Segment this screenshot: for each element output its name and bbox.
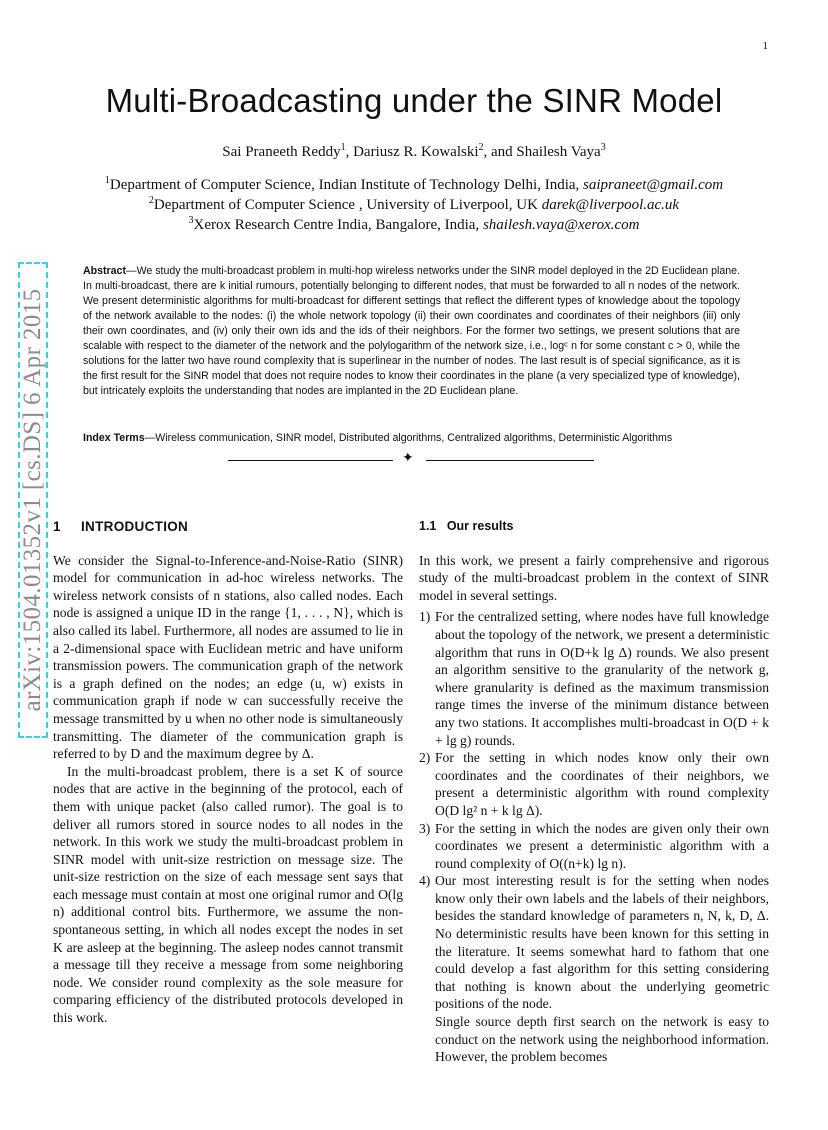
index-terms-label: Index Terms [83,432,145,444]
arxiv-stamp[interactable] [18,262,48,738]
author-email[interactable]: darek@liverpool.ac.uk [541,197,680,213]
intro-paragraph: In the multi-broadcast problem, there is a set K of source nodes that are active in the beginning of the protocol, each of them with unique packet (also called rumor). The goal is to deliver all rumors stored in source nodes to all nodes in the network. In this work we study the multi-broadcast problem in SINR model with unit-size restriction on message size. The unit-size restriction on the size of each message sent says that each message must contain at most one original rumor and O(lg n) additional control bits. Furthermore, we assume the non-spontaneous setting, in which all nodes except the nodes in set K are asleep at the beginning. The asleep nodes cannot transmit a message till they receive a message from some neighboring node. We consider round complexity as the sole measure for comparing efficiency of the distributed protocols developed in this work. [53,763,403,1026]
affiliation-text: Department of Computer Science , University of Liverpool, UK [153,197,542,213]
list-item-text: For the setting in which the nodes are given only their own coordinates we present a deterministic algorithm with a round complexity of O((n+k) lg n). [435,820,769,871]
left-column [53,518,403,1027]
abstract [83,264,740,399]
separator-line-right [426,460,594,461]
right-column [419,518,769,1066]
author-affil-mark: 3 [600,142,606,153]
author-affil-mark: 1 [340,142,346,153]
list-item [419,820,769,873]
index-terms [83,432,763,444]
affiliation-text: Xerox Research Centre India, Bangalore, India, [193,217,483,233]
subsection-number: 1.1 [419,519,437,533]
abstract-label: Abstract [83,265,126,277]
affiliation-text: Department of Computer Science, Indian Institute of Technology Delhi, India, [109,177,584,193]
subsection-title: Our results [446,519,514,533]
author-name: Dariusz R. Kowalski [353,144,479,160]
list-item [419,872,769,1013]
author-email[interactable]: saipraneet@gmail.com [583,177,724,193]
separator-line-left [228,460,393,461]
separator-diamond-icon: ✦ [402,451,414,466]
author-separator: , [345,144,354,160]
list-item-text: For the setting in which nodes know only their own coordinates and the coordinates of their neighbors, we present a deterministic algorithm with round complexity O(D lg² n + k lg Δ). [435,750,769,818]
author-list [0,144,828,161]
author-email[interactable]: shailesh.vaya@xerox.com [482,217,640,233]
list-marker: 4) [419,873,431,889]
author-name: Sai Praneeth Reddy [222,144,341,160]
affiliation-mark: 3 [188,215,194,226]
abstract-text: —We study the multi-broadcast problem in multi-hop wireless networks under the SINR model deployed in the 2D Euclidean plane. In multi-broadcast, there are k initial rumours, potentially belonging to different nodes, that must be forwarded to all n nodes of the network. We present deterministic algorithms for multi-broadcast for different settings that reflect the different types of knowledge about the topology of the network available to the nodes: (i) the whole network topology (ii) their own coordinates and coordinates of their neighbors (iii) only their own coordinates, and (iv) only their own ids and the ids of their neighbors. For the former two settings, we present solutions that are scalable with respect to the diameter of the network and the polylogarithm of the network size, i.e., logᶜ n for some constant c > 0, while the solutions for the latter two have round complexity that is superlinear in the number of nodes. The last result is of special significance, as it is the first result for the SINR model that does not require nodes to know their coordinates in the plane (a very specialized type of knowledge), but intricately exploits the understanding that nodes are implanted in the 2D Euclidean plane. [83,265,740,397]
author-affil-mark: 2 [478,142,484,153]
list-item [419,608,769,749]
section-number: 1 [53,519,61,534]
section-title: INTRODUCTION [81,519,189,534]
results-intro: In this work, we present a fairly comprehensive and rigorous study of the multi-broadcast problem in the context of SINR model in several settings. [419,552,769,603]
list-item-text: For the centralized setting, where nodes have full knowledge about the topology of the network, we present a deterministic algorithm that runs in O(D+k lg Δ) rounds. We also present an algorithm sensitive to the granularity of the network g, where granularity is defined as the maximum transmission range times the inverse of the minimum distance between any two stations. It accomplishes multi-broadcast in O(D + k + lg g) rounds. [435,609,769,748]
index-terms-text: —Wireless communication, SINR model, Distributed algorithms, Centralized algorithms, Deterministic Algorithms [144,432,673,444]
arxiv-identifier: arXiv:1504.01352v1 [cs.DS] 6 Apr 2015 [19,288,46,712]
author-separator: , and [483,144,517,160]
author-name: Shailesh Vaya [516,144,601,160]
affiliation [0,217,828,234]
affiliation [0,197,828,214]
list-item-text: Our most interesting result is for the setting when nodes know only their own labels and the labels of their neighbors, besides the standard knowledge of parameters n, N, k, D, Δ. No deterministic results have been known for this setting in the literature. It seems somewhat hard to fathom that one could develop a fast algorithm for this setting considering that nothing is known about the underlying geometric positions of the node. [435,873,769,1012]
affiliation-mark: 2 [148,195,154,206]
affiliation-mark: 1 [104,175,110,186]
page-number: 1 [762,40,768,52]
list-item [419,749,769,819]
list-marker: 3) [419,820,431,836]
affiliation [0,177,828,194]
section-heading [53,518,403,536]
subsection-heading [419,518,769,536]
list-marker: 2) [419,750,431,766]
results-continuation: Single source depth first search on the network is easy to conduct on the network using the neighborhood information. However, the problem becomes [435,1014,769,1065]
list-marker: 1) [419,609,431,625]
paper-title: Multi-Broadcasting under the SINR Model [105,82,723,119]
intro-paragraph: We consider the Signal-to-Inference-and-Noise-Ratio (SINR) model for communication in ad-hoc wireless networks. The wireless network consists of n stations, also called nodes. Each node is assigned a unique ID in the range {1, . . . , N}, which is also called its label. Furthermore, all nodes are assumed to lie in a 2-dimensional space with Euclidean metric and have uniform transmission powers. The communication graph of the network is a graph defined on the nodes; an edge (u, w) exists in communication graph if node w can successfully receive the message transmitted by u when no other node is simultaneously transmitting. The diameter of the communication graph is referred to by D and the maximum degree by Δ. [53,552,403,762]
results-list [419,608,769,1013]
